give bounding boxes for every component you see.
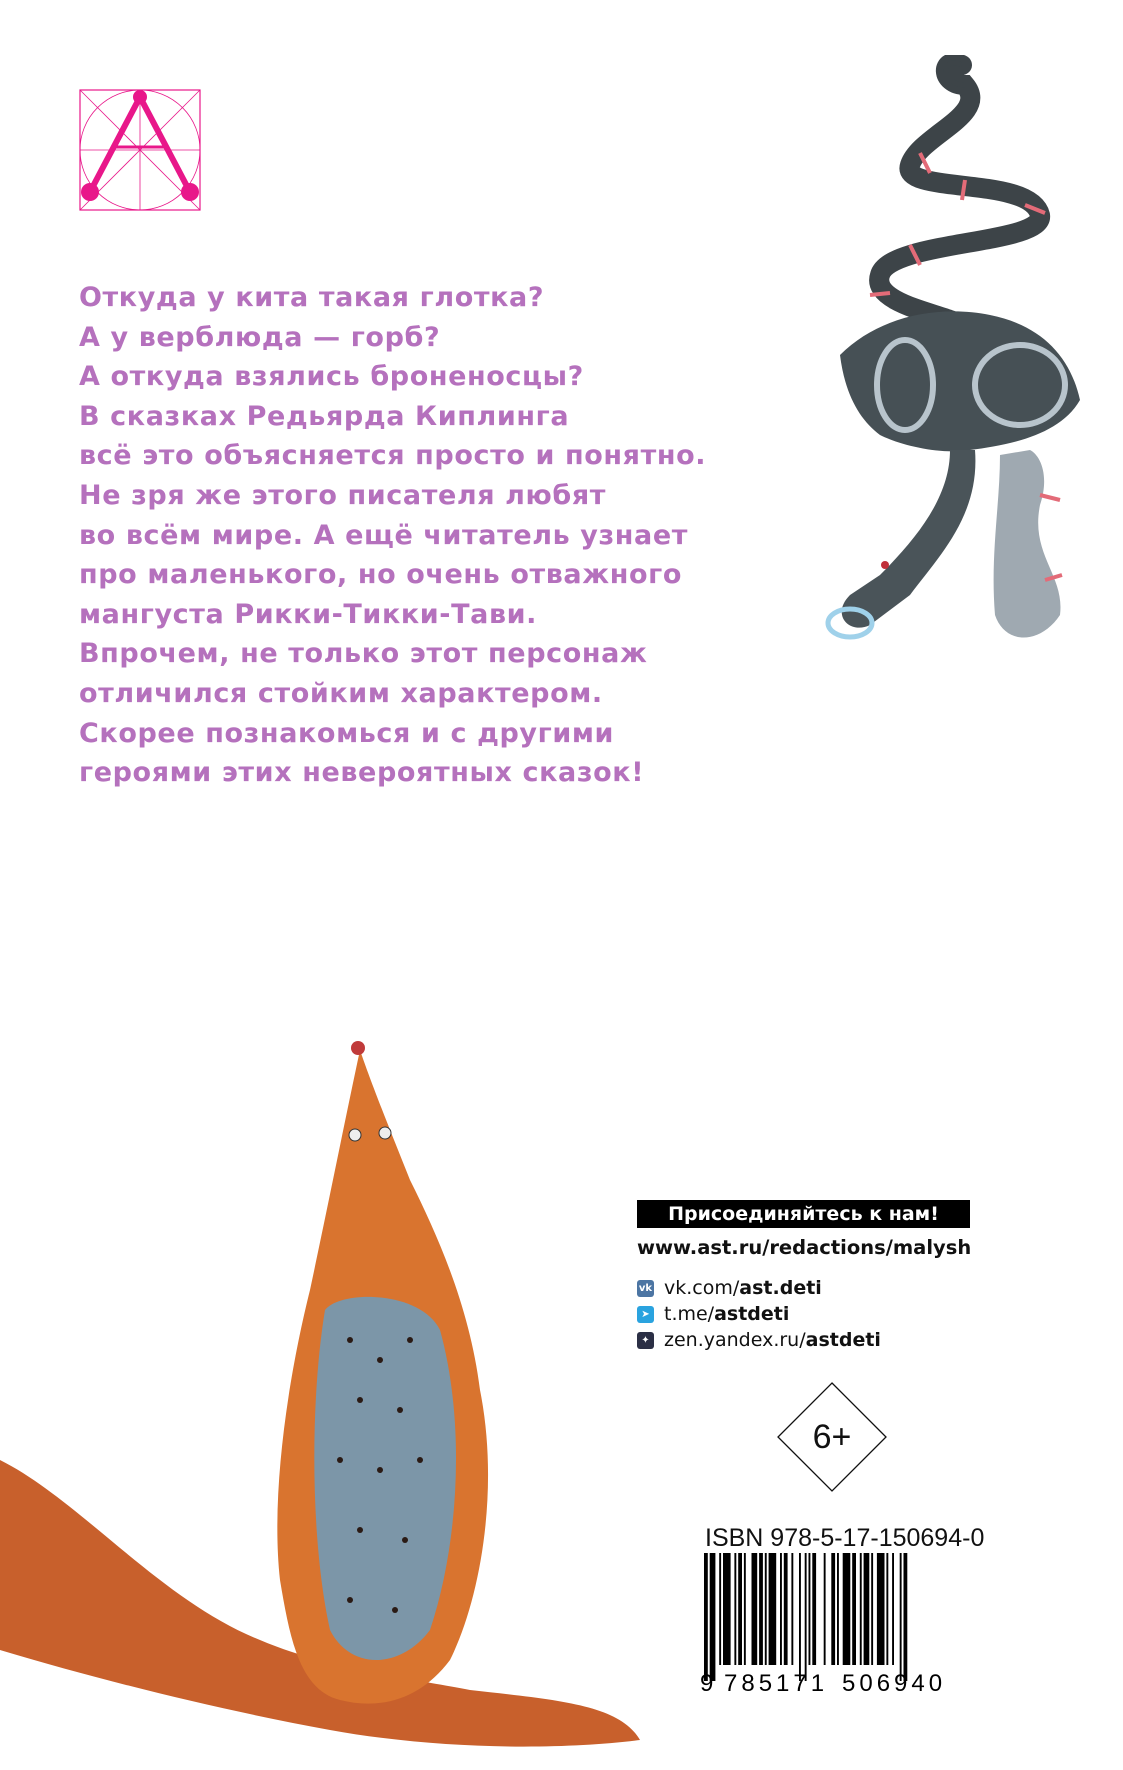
description-line: А откуда взялись броненосцы?	[79, 361, 584, 393]
telegram-icon: ➤	[637, 1306, 654, 1323]
telegram-link[interactable]	[637, 1302, 789, 1326]
barcode-bar	[877, 1553, 885, 1665]
description-line: Впрочем, не только этот персонаж	[79, 638, 648, 670]
vk-link[interactable]	[637, 1276, 822, 1300]
barcode-bar	[738, 1553, 742, 1665]
barcode-bar	[769, 1553, 777, 1665]
barcode-bar	[759, 1553, 763, 1665]
barcode-first-digit: 9	[700, 1670, 714, 1693]
barcode-bar	[791, 1553, 793, 1665]
cobra-illustration	[790, 55, 1100, 670]
barcode-bar	[871, 1553, 873, 1665]
publisher-logo-a	[79, 89, 201, 211]
description-line: А у верблюда — горб?	[79, 321, 441, 353]
book-description	[79, 278, 706, 793]
description-line: во всём мире. А ещё читатель узнает	[79, 519, 689, 551]
join-us-banner: Присоединяйтесь к нам!	[637, 1200, 970, 1228]
barcode-bar	[812, 1553, 816, 1665]
description-line: мангуста Рикки-Тикки-Тави.	[79, 598, 538, 630]
description-line: героями этих невероятных сказок!	[79, 757, 645, 789]
vk-icon: vk	[637, 1280, 654, 1297]
barcode-bars	[704, 1553, 907, 1681]
barcode-bar	[710, 1553, 716, 1681]
zen-icon: ✦	[637, 1332, 654, 1349]
description-line: про маленького, но очень отважного	[79, 559, 682, 591]
link-prefix: vk.com/	[664, 1277, 740, 1299]
barcode-bar	[837, 1553, 839, 1665]
barcode-bar	[780, 1553, 782, 1665]
barcode-bar	[805, 1553, 807, 1681]
barcode-bar	[886, 1553, 888, 1665]
barcode-bar	[784, 1553, 788, 1665]
barcode-bar	[809, 1553, 811, 1665]
barcode-bar	[831, 1553, 835, 1665]
description-line: Откуда у кита такая глотка?	[79, 282, 545, 313]
barcode-bar	[892, 1553, 894, 1665]
barcode-bar	[734, 1553, 736, 1665]
link-handle: astdeti	[714, 1303, 790, 1325]
barcode-bar	[723, 1553, 731, 1665]
link-prefix: zen.yandex.ru/	[664, 1329, 806, 1351]
description-line: отличился стойким характером.	[79, 677, 603, 709]
description-line: всё это объясняется просто и понятно.	[79, 440, 707, 472]
barcode-left-digits: 785171	[724, 1670, 829, 1693]
link-handle: astdeti	[805, 1329, 881, 1351]
barcode-bar	[900, 1553, 902, 1681]
barcode-bar	[904, 1553, 908, 1681]
barcode-right-digits: 506940	[842, 1670, 947, 1693]
barcode-bar	[852, 1553, 856, 1665]
barcode-bar	[864, 1553, 870, 1665]
mongoose-illustration	[0, 1040, 650, 1770]
barcode-bar	[799, 1553, 801, 1681]
barcode-bar	[719, 1553, 721, 1665]
description-line: В сказках Редьярда Киплинга	[79, 400, 570, 432]
barcode-bar	[765, 1553, 767, 1665]
barcode	[700, 1553, 962, 1693]
website-link[interactable]: www.ast.ru/redactions/malysh	[637, 1236, 972, 1259]
barcode-bar	[704, 1553, 708, 1681]
barcode-bar	[843, 1553, 851, 1665]
link-prefix: t.me/	[664, 1303, 715, 1325]
age-rating: 6+	[812, 1417, 852, 1456]
barcode-bar	[860, 1553, 862, 1665]
description-line: Скорее познакомься и с другими	[79, 717, 615, 749]
zen-link[interactable]	[637, 1328, 881, 1352]
barcode-bar	[824, 1553, 826, 1665]
isbn: ISBN 978-5-17-150694-0	[705, 1524, 985, 1552]
barcode-bar	[752, 1553, 758, 1665]
barcode-bar	[744, 1553, 746, 1665]
link-handle: ast.deti	[739, 1277, 822, 1299]
description-line: Не зря же этого писателя любят	[79, 479, 607, 511]
